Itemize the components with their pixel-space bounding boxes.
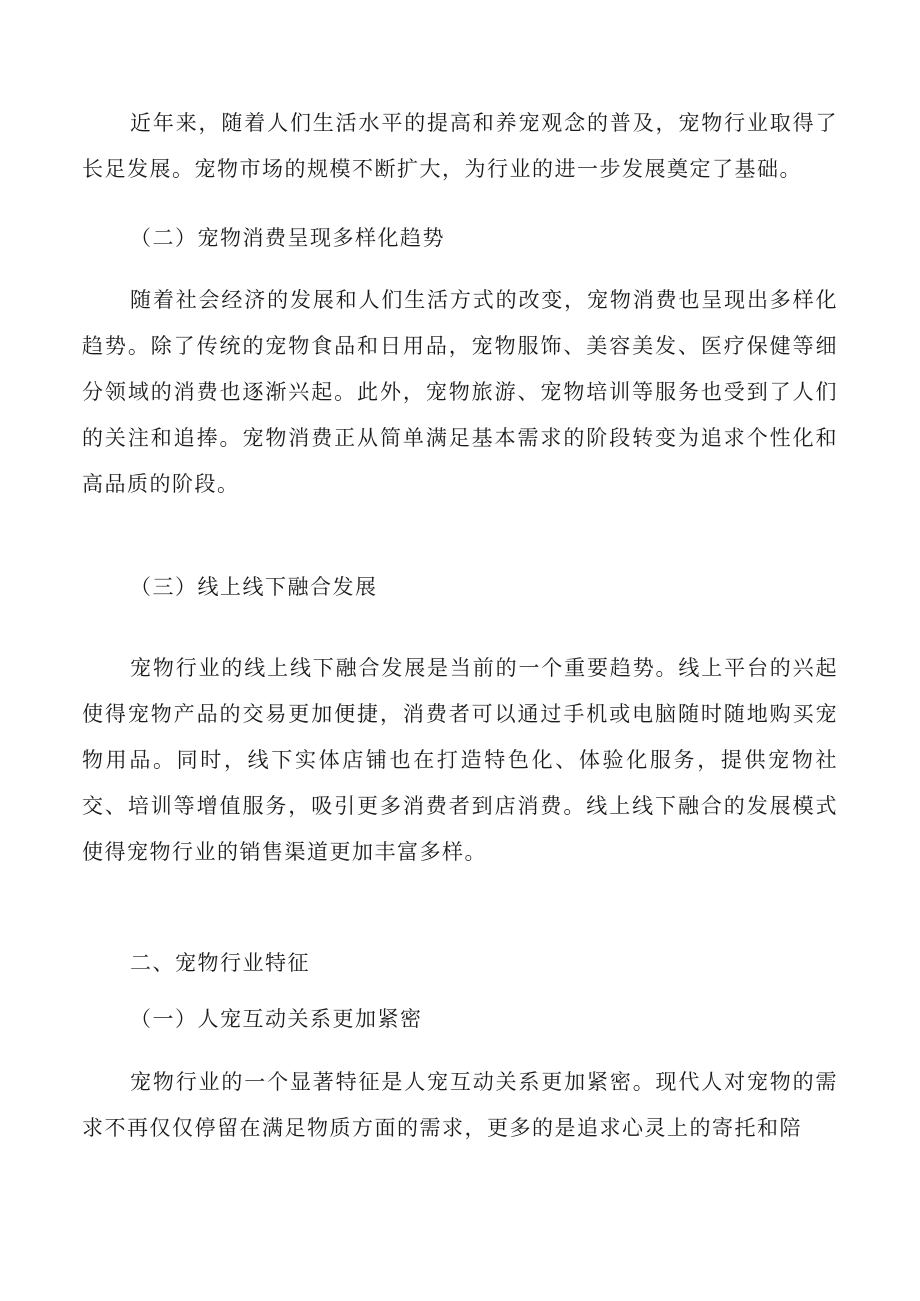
paragraph-pet-industry-growth: 近年来，随着人们生活水平的提高和养宠观念的普及，宠物行业取得了长足发展。宠物市场的规模不断扩大，为行业的进一步发展奠定了基础。: [82, 111, 838, 181]
heading-online-offline-integration: （三）线上线下融合发展: [130, 575, 378, 599]
paragraph-human-pet-interaction: 宠物行业的一个显著特征是人宠互动关系更加紧密。现代人对宠物的需求不再仅仅停留在满足物质方面的需求，更多的是追求心灵上的寄托和陪: [82, 1070, 838, 1140]
heading-human-pet-interaction: （一）人宠互动关系更加紧密: [130, 1007, 423, 1031]
paragraph-online-offline-integration: 宠物行业的线上线下融合发展是当前的一个重要趋势。线上平台的兴起使得宠物产品的交易更加便捷，消费者可以通过手机或电脑随时随地购买宠物用品。同时，线下实体店铺也在打造特色化、体验化服务，提供宠物社交、培训等增值服务，吸引更多消费者到店消费。线上线下融合的发展模式使得宠物行业的销售渠道更加丰富多样。: [82, 656, 838, 864]
section-title-industry-characteristics: 二、宠物行业特征: [130, 951, 310, 975]
paragraph-diversified-consumption: 随着社会经济的发展和人们生活方式的改变，宠物消费也呈现出多样化趋势。除了传统的宠物食品和日用品，宠物服饰、美容美发、医疗保健等细分领域的消费也逐渐兴起。此外，宠物旅游、宠物培训等服务也受到了人们的关注和追捧。宠物消费正从简单满足基本需求的阶段转变为追求个性化和高品质的阶段。: [82, 288, 838, 496]
heading-diversified-consumption: （二）宠物消费呈现多样化趋势: [130, 226, 445, 250]
